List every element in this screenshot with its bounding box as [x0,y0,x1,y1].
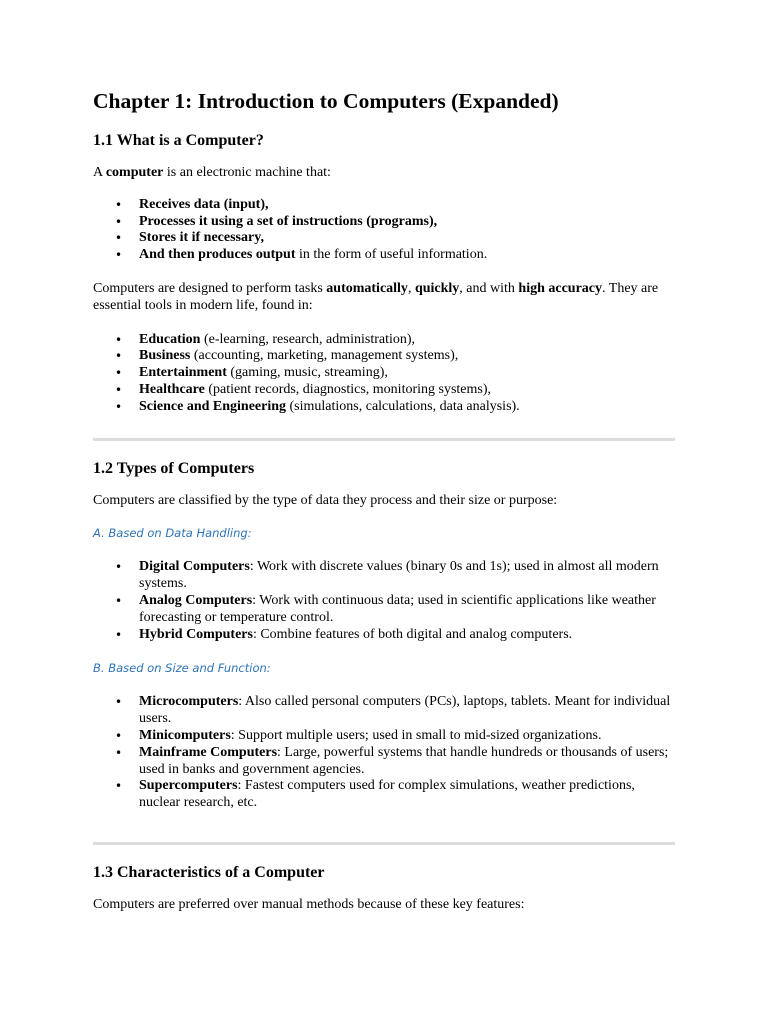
list-item: • Supercomputers: Fastest computers used for complex simulations, weather predictions, nuclear research, etc. [115,778,635,811]
list-item: • Hybrid Computers: Combine features of both digital and analog computers. [115,626,573,642]
list-item: • And then produces output in the form of useful information. [115,247,488,263]
bullet-icon: • [115,332,123,347]
bullet-icon: • [115,248,123,263]
horizontal-rule [93,842,675,845]
bullet-icon: • [115,779,123,794]
bullet-list [93,694,675,812]
list-item: • Mainframe Computers: Large, powerful systems that handle hundreds or thousands of users; used in banks and government agencies. [115,744,669,777]
section-heading: 1.2 Types of Computers [93,459,255,477]
bullet-icon: • [115,745,123,760]
section-heading: 1.1 What is a Computer? [93,132,264,149]
bullet-icon: • [115,349,123,364]
bullet-icon: • [115,197,123,212]
paragraph: Computers are preferred over manual methods because of these key features: [93,896,525,912]
subsection-heading: A. Based on Data Handling: [93,526,252,541]
paragraph: Computers are designed to perform tasks automatically, quickly, and with high accuracy. They are essential tools in modern life, found in: [93,280,659,313]
paragraph: Computers are classified by the type of data they process and their size or purpose: [93,492,558,508]
list-item: • Receives data (input), [115,196,269,212]
bullet-list [93,332,675,416]
list-item: • Education (e-learning, research, administration), [115,331,416,347]
list-item: • Analog Computers: Work with continuous data; used in scientific applications like weather forecasting or temperature control. [115,592,656,625]
section-heading: 1.3 Characteristics of a Computer [93,863,325,881]
bullet-icon: • [115,560,123,575]
list-item: • Minicomputers: Support multiple users; used in small to mid-sized organizations. [115,727,602,743]
document-content [93,86,675,914]
list-item: • Processes it using a set of instructions (programs), [115,213,438,229]
bullet-icon: • [115,231,123,246]
bullet-list [93,559,675,643]
bullet-icon: • [115,593,123,608]
bullet-icon: • [115,399,123,414]
bullet-icon: • [115,214,123,229]
bullet-list [93,197,675,264]
horizontal-rule [93,438,675,441]
list-item: • Healthcare (patient records, diagnostics, monitoring systems), [115,381,492,397]
list-item: • Microcomputers: Also called personal computers (PCs), laptops, tablets. Meant for individual users. [115,694,671,727]
paragraph: A computer is an electronic machine that: [93,165,331,180]
list-item: • Digital Computers: Work with discrete values (binary 0s and 1s); used in almost all modern systems. [115,559,659,592]
bold-term: computer [105,165,164,180]
bullet-icon: • [115,728,123,743]
list-item: • Business (accounting, marketing, management systems), [115,348,459,364]
bullet-icon: • [115,366,123,381]
bullet-icon: • [115,695,123,710]
bullet-icon: • [115,627,123,642]
bullet-icon: • [115,382,123,397]
list-item: • Science and Engineering (simulations, calculations, data analysis). [115,398,520,414]
page-title: Chapter 1: Introduction to Computers (Expanded) [93,89,559,113]
list-item: • Stores it if necessary, [115,230,264,246]
list-item: • Entertainment (gaming, music, streaming), [115,365,388,381]
subsection-heading: B. Based on Size and Function: [93,661,271,676]
